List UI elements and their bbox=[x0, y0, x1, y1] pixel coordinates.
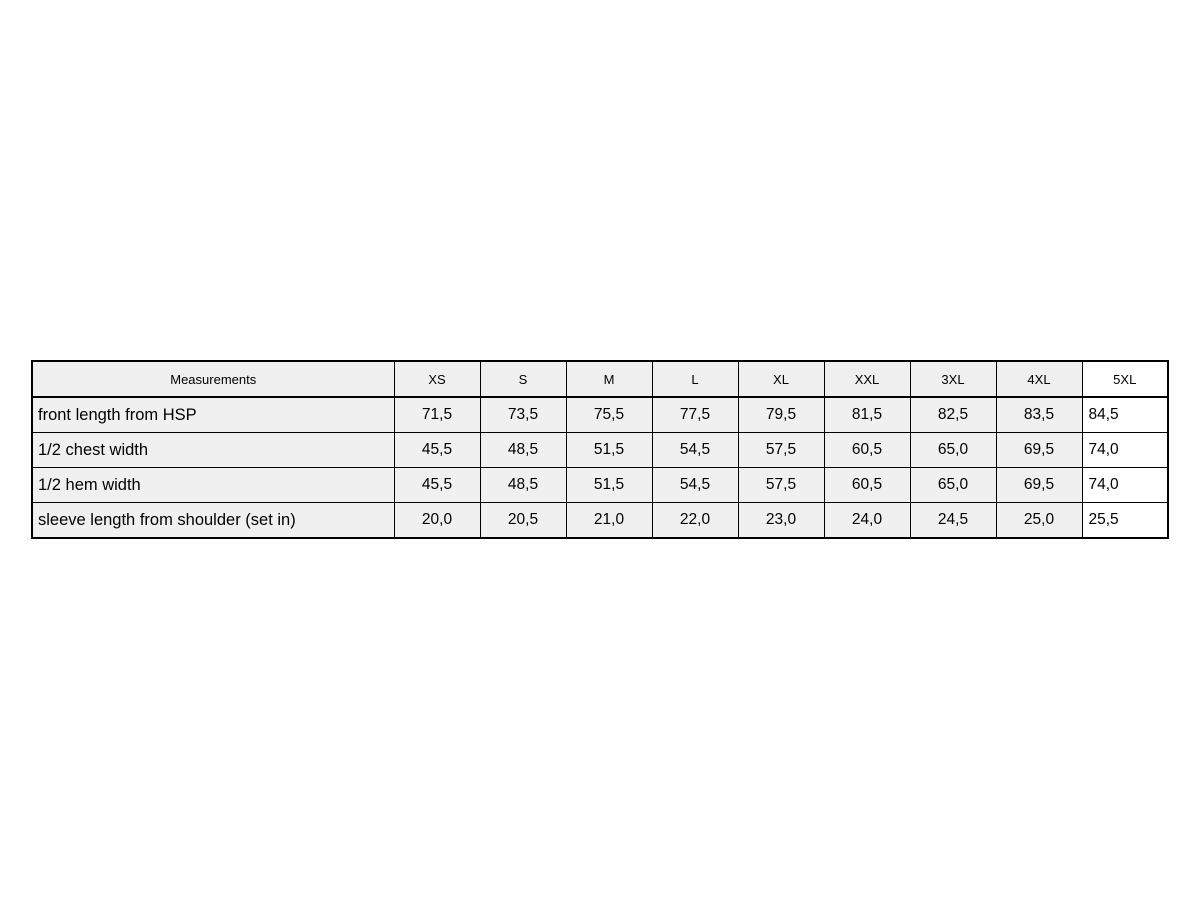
row-label-half-chest-width: 1/2 chest width bbox=[32, 433, 394, 468]
column-header-measurements: Measurements bbox=[32, 361, 394, 397]
column-header-5xl: 5XL bbox=[1082, 361, 1168, 397]
cell-value: 60,5 bbox=[824, 433, 910, 468]
column-header-l: L bbox=[652, 361, 738, 397]
cell-value: 25,5 bbox=[1082, 503, 1168, 539]
column-header-4xl: 4XL bbox=[996, 361, 1082, 397]
cell-value: 57,5 bbox=[738, 468, 824, 503]
cell-value: 69,5 bbox=[996, 468, 1082, 503]
cell-value: 57,5 bbox=[738, 433, 824, 468]
cell-value: 71,5 bbox=[394, 397, 480, 433]
row-label-sleeve-length: sleeve length from shoulder (set in) bbox=[32, 503, 394, 539]
cell-value: 48,5 bbox=[480, 433, 566, 468]
cell-value: 69,5 bbox=[996, 433, 1082, 468]
cell-value: 60,5 bbox=[824, 468, 910, 503]
cell-value: 79,5 bbox=[738, 397, 824, 433]
cell-value: 45,5 bbox=[394, 468, 480, 503]
cell-value: 45,5 bbox=[394, 433, 480, 468]
table-row bbox=[32, 433, 1168, 468]
table-row bbox=[32, 397, 1168, 433]
cell-value: 77,5 bbox=[652, 397, 738, 433]
cell-value: 73,5 bbox=[480, 397, 566, 433]
cell-value: 82,5 bbox=[910, 397, 996, 433]
table-row bbox=[32, 468, 1168, 503]
cell-value: 74,0 bbox=[1082, 468, 1168, 503]
column-header-xxl: XXL bbox=[824, 361, 910, 397]
cell-value: 54,5 bbox=[652, 433, 738, 468]
cell-value: 51,5 bbox=[566, 433, 652, 468]
cell-value: 65,0 bbox=[910, 433, 996, 468]
column-header-xl: XL bbox=[738, 361, 824, 397]
cell-value: 65,0 bbox=[910, 468, 996, 503]
cell-value: 48,5 bbox=[480, 468, 566, 503]
cell-value: 54,5 bbox=[652, 468, 738, 503]
cell-value: 24,0 bbox=[824, 503, 910, 539]
cell-value: 83,5 bbox=[996, 397, 1082, 433]
cell-value: 20,5 bbox=[480, 503, 566, 539]
cell-value: 25,0 bbox=[996, 503, 1082, 539]
row-label-front-length: front length from HSP bbox=[32, 397, 394, 433]
cell-value: 22,0 bbox=[652, 503, 738, 539]
cell-value: 84,5 bbox=[1082, 397, 1168, 433]
cell-value: 81,5 bbox=[824, 397, 910, 433]
cell-value: 75,5 bbox=[566, 397, 652, 433]
row-label-half-hem-width: 1/2 hem width bbox=[32, 468, 394, 503]
cell-value: 21,0 bbox=[566, 503, 652, 539]
column-header-3xl: 3XL bbox=[910, 361, 996, 397]
cell-value: 20,0 bbox=[394, 503, 480, 539]
measurements-table bbox=[31, 360, 1169, 539]
table-row bbox=[32, 503, 1168, 539]
column-header-s: S bbox=[480, 361, 566, 397]
cell-value: 23,0 bbox=[738, 503, 824, 539]
table-header-row bbox=[32, 361, 1168, 397]
cell-value: 74,0 bbox=[1082, 433, 1168, 468]
cell-value: 24,5 bbox=[910, 503, 996, 539]
column-header-xs: XS bbox=[394, 361, 480, 397]
cell-value: 51,5 bbox=[566, 468, 652, 503]
column-header-m: M bbox=[566, 361, 652, 397]
size-chart-container bbox=[31, 360, 1169, 539]
